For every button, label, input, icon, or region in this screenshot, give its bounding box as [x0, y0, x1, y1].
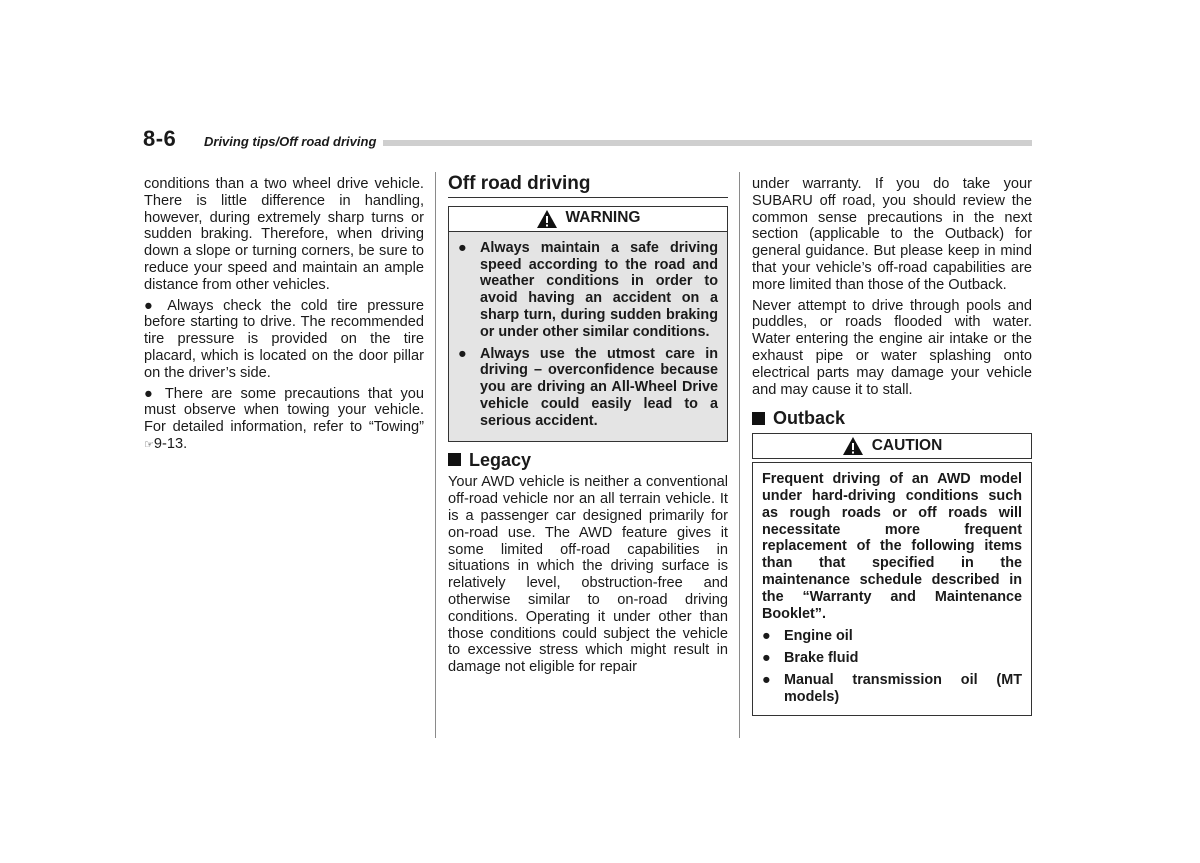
list-item-text: Always maintain a safe driving speed according to the road and weather conditions in order to avoid having an accident on a sharp turn, during sudden braking or under other similar conditions.	[480, 239, 718, 340]
list-item-text: Brake fluid	[784, 650, 859, 667]
caution-triangle-icon	[842, 436, 864, 456]
list-item	[762, 650, 1022, 667]
paragraph: ● Always check the cold tire pressure before starting to drive. The recommended tire pressure is provided on the tire placard, which is located on the door pillar on the driver’s side.	[144, 297, 424, 381]
paragraph: Never attempt to drive through pools and puddles, or roads flooded with water. Water entering the engine air intake or the exhaust pipe or water splashing onto electrical parts may damage your vehicle and may cause it to stall.	[752, 297, 1032, 398]
heading-off-road-driving: Off road driving	[448, 176, 728, 198]
header-rule	[383, 140, 1032, 146]
column-1	[144, 176, 424, 458]
paragraph: conditions than a two wheel drive vehicle. There is little difference in handling, however, during extremely sharp turns or sudden braking. Therefore, when driving down a slope or turning corners, be sure to reduce your speed and maintain an ample distance from other vehicles.	[144, 176, 424, 293]
warning-label: WARNING	[565, 209, 641, 227]
heading-outback	[752, 410, 1032, 427]
list-item	[458, 240, 718, 341]
column-3	[752, 176, 1032, 716]
warning-triangle-icon	[536, 209, 558, 229]
list-item	[458, 346, 718, 430]
bullet: ●	[762, 628, 771, 645]
page-header	[143, 126, 1032, 152]
paragraph: under warranty. If you do take your SUBARU off road, you should review the common sense precautions in the next section (applicable to the Outback) for general guidance. But please keep in mind that your vehicle’s off-road capabilities are more limited than those of the Outback.	[752, 176, 1032, 293]
warning-body	[449, 232, 727, 441]
heading-text: Legacy	[469, 449, 532, 470]
paragraph: Your AWD vehicle is neither a conventional off-road vehicle nor an all terrain vehicle. It is a passenger car designed primarily for on-road use. The AWD feature gives it some limited off-road capabilities in situations in which the driving surface is relatively level, obstruction-free and otherwise similar to on-road driving conditions. Operating it under other than those conditions could subject the vehicle to excessive stress which might result in damage not eligible for repair	[448, 474, 728, 676]
square-bullet-icon	[448, 453, 461, 466]
page-number: 8-6	[143, 126, 177, 151]
page-reference: 9-13.	[153, 435, 188, 452]
column-divider-2	[739, 172, 740, 738]
list-item-text: Always use the utmost care in driving – overconfidence because you are driving an All-Wheel Drive vehicle could easily lead to a serious accident.	[480, 345, 718, 429]
caution-header	[752, 433, 1032, 459]
bullet: ●	[458, 345, 467, 362]
heading-legacy	[448, 449, 728, 470]
caution-text: Frequent driving of an AWD model under hard-driving conditions such as rough roads or off roads will necessitate more frequent replacement of the following items than that specified in the maintenance schedule described in the “Warranty and Maintenance Booklet”.	[762, 471, 1022, 622]
paragraph	[144, 386, 424, 454]
paragraph-text: ● There are some precautions that you must observe when towing your vehicle. For detailed information, refer to “Towing”	[144, 385, 424, 436]
caution-label: CAUTION	[871, 436, 943, 454]
list-item-text: Engine oil	[784, 628, 853, 645]
caution-body	[752, 462, 1032, 715]
list-item	[762, 628, 1022, 645]
section-title: Driving tips/Off road driving	[204, 134, 377, 149]
bullet: ●	[458, 239, 467, 256]
bullet: ●	[762, 650, 771, 667]
list-item-text: Manual transmission oil (MT models)	[784, 671, 1022, 705]
square-bullet-icon	[752, 412, 765, 425]
warning-header	[449, 207, 727, 232]
list-item	[762, 672, 1022, 706]
heading-text: Outback	[773, 408, 846, 429]
warning-box	[448, 206, 728, 442]
page-reference-icon: ☞	[144, 438, 154, 451]
column-2	[448, 173, 728, 680]
column-divider-1	[435, 172, 436, 738]
bullet: ●	[762, 671, 771, 688]
